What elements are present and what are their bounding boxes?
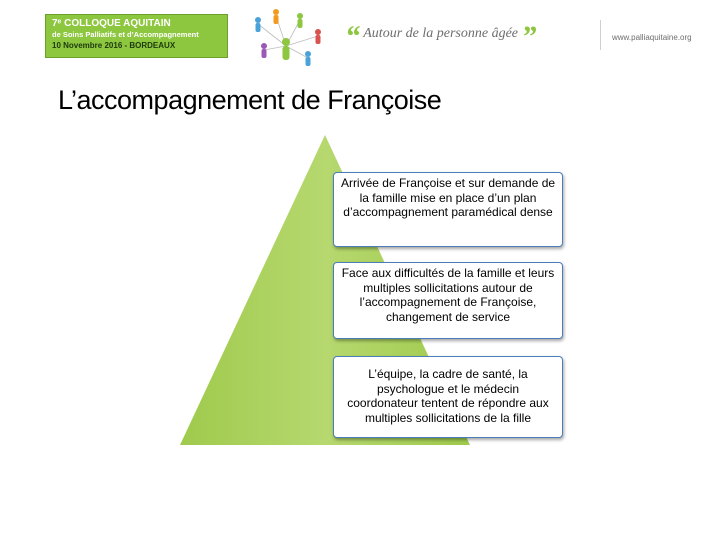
badge-line-2: de Soins Palliatifs et d’Accompagnement — [52, 30, 199, 39]
colloque-logo-badge — [45, 14, 228, 58]
event-tagline — [345, 20, 537, 53]
open-quote: “ — [345, 20, 360, 53]
tagline-text: Autour de la personne âgée — [363, 26, 518, 41]
step-3-text: L’équipe, la cadre de santé, la psychologue et le médecin coordonateur tentent de répondre aux multiples sollicitations de la fille — [347, 367, 549, 425]
step-2-text: Face aux difficultés de la famille et leurs multiples sollicitations autour de l’accompagnement de Françoise, changement de service — [341, 266, 555, 324]
header-divider — [600, 20, 601, 50]
badge-line-1: 7ᵉ COLLOQUE AQUITAIN — [52, 18, 171, 29]
website-link[interactable]: www.palliaquitaine.org — [612, 33, 692, 42]
step-1-text: Arrivée de Françoise et sur demande de la famille mise en place d’un plan d’accompagnement paramédical dense — [340, 176, 556, 219]
step-box-1 — [333, 172, 563, 247]
slide-title: L’accompagnement de Françoise — [58, 85, 442, 115]
badge-line-3: 10 Novembre 2016 - BORDEAUX — [52, 41, 176, 50]
close-quote: ” — [521, 20, 537, 53]
step-box-2 — [333, 262, 563, 339]
people-network-icon — [238, 6, 338, 72]
step-box-3 — [333, 356, 563, 438]
